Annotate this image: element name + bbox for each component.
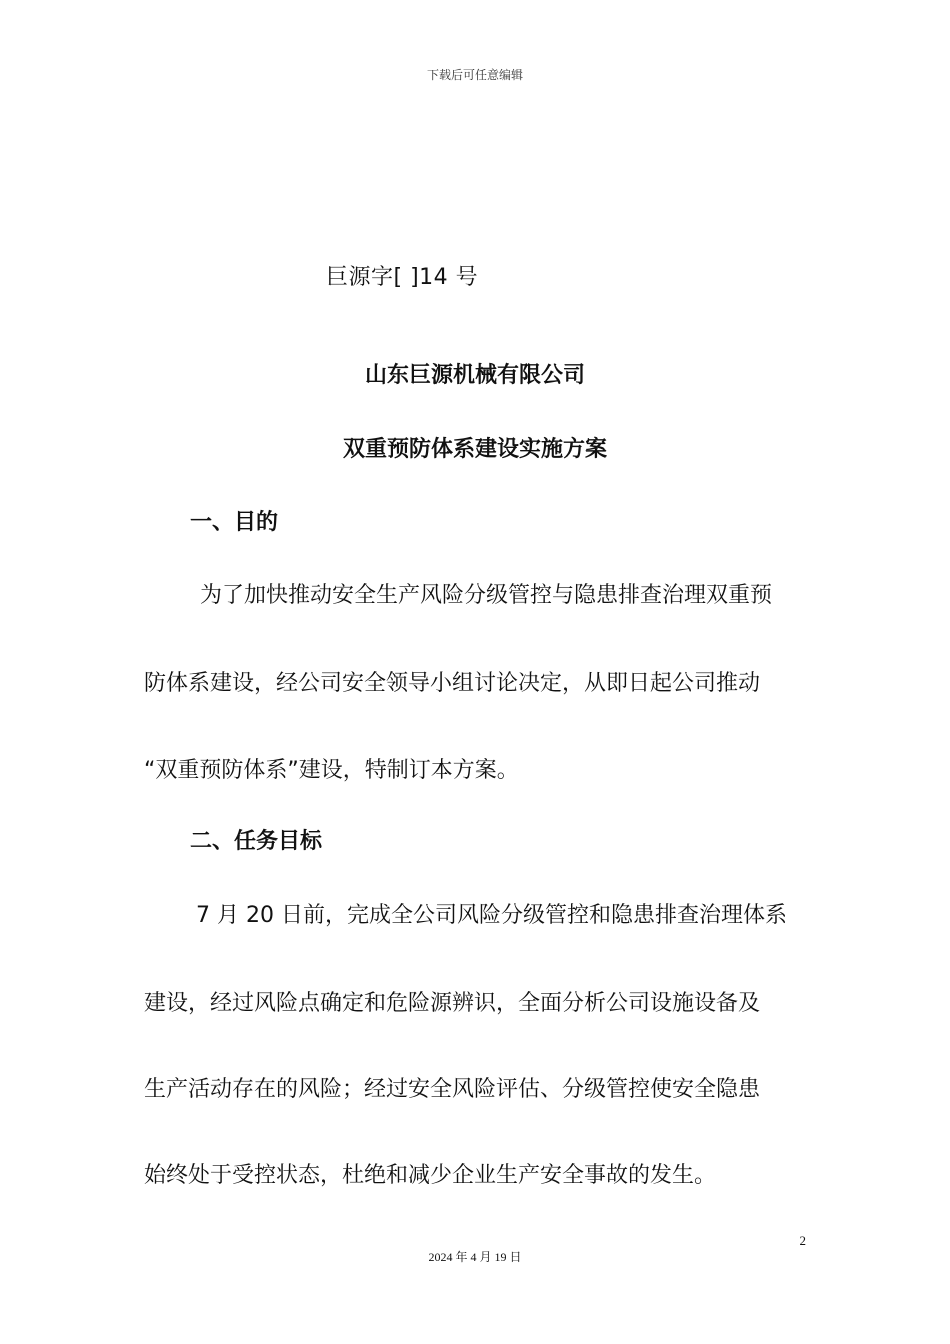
footer-date: 2024 年 4 月 19 日: [428, 1250, 522, 1264]
header-note: 下载后可任意编辑: [426, 68, 523, 82]
paragraph-line: 7 月 20 日前，完成全公司风险分级管控和隐患排查治理体系: [196, 903, 787, 928]
document-number: 巨源字[ ]14 号: [326, 265, 479, 290]
paragraph-line: 为了加快推动安全生产风险分级管控与隐患排查治理双重预: [200, 583, 773, 608]
plan-title: 双重预防体系建设实施方案: [342, 437, 607, 462]
paragraph-line: 防体系建设，经公司安全领导小组讨论决定，从即日起公司推动: [144, 671, 761, 696]
paragraph-line: “双重预防体系”建设，特制订本方案。: [144, 758, 519, 783]
section-heading-task-goals: 二、任务目标: [190, 829, 323, 854]
section-heading-purpose: 一、目的: [190, 510, 279, 535]
company-title: 山东巨源机械有限公司: [364, 363, 585, 388]
page-number: 2: [799, 1233, 806, 1248]
paragraph-line: 生产活动存在的风险；经过安全风险评估、分级管控使安全隐患: [144, 1077, 761, 1102]
paragraph-line: 始终处于受控状态，杜绝和减少企业生产安全事故的发生。: [144, 1163, 717, 1188]
paragraph-line: 建设，经过风险点确定和危险源辨识，全面分析公司设施设备及: [144, 991, 761, 1016]
